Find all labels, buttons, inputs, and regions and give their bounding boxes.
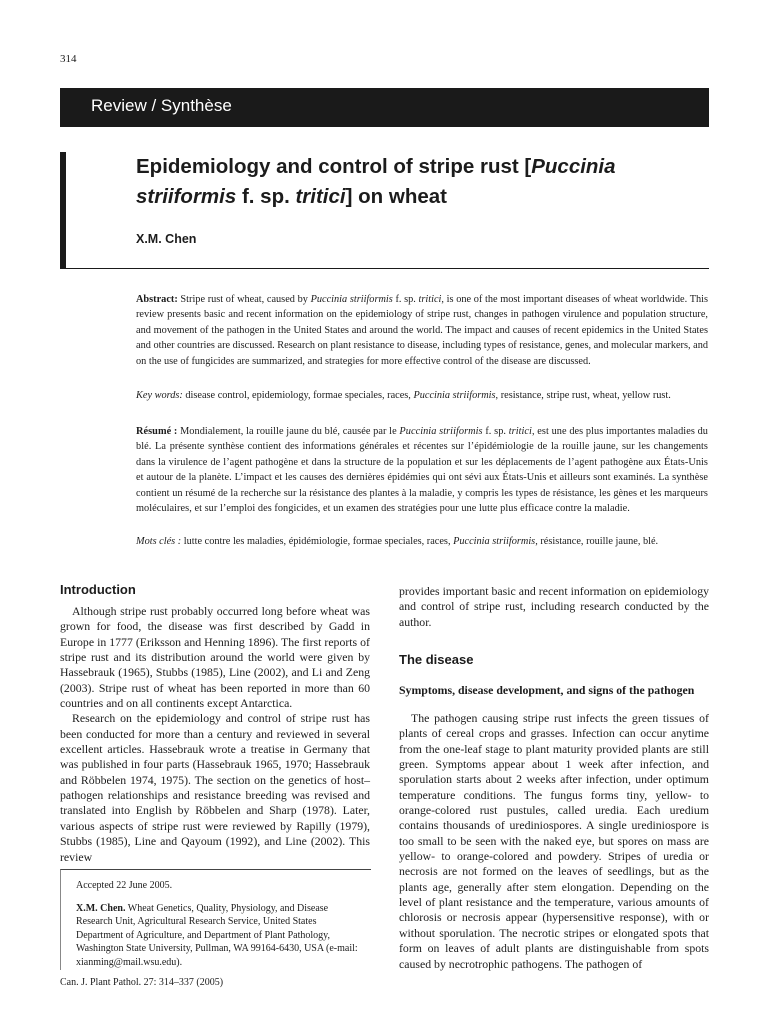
introduction-continued [399, 584, 709, 630]
introduction-body [60, 604, 370, 865]
abstract-italic: tritici [418, 294, 442, 305]
resume-text: f. sp. [482, 426, 509, 437]
section-banner-label: Review / Synthèse [91, 96, 232, 115]
title-species: Puccinia striiformis [136, 155, 616, 208]
resume-text: Mondialement, la rouille jaune du blé, causée par le [177, 426, 400, 437]
affiliation [76, 902, 366, 970]
disease-body [399, 711, 709, 972]
abstract-text: f. sp. [392, 294, 419, 305]
title-side-rule [60, 152, 66, 269]
mots-cles-text: lutte contre les maladies, épidémiologie, formae speciales, races, [181, 536, 454, 547]
title-text: f. sp. [236, 185, 296, 208]
footnote-author: X.M. Chen. [76, 902, 126, 914]
resume-text: , est une des plus importantes maladies du blé. La présente synthèse contient des informations générales et récentes sur l’épidémiologie de la rouille jaune, sur les changements dans la virulence de l’agent pathogène et dans la structure de la population et sur les déplacements de l’agent pathogène aux États-Unis et autour de la planète. L’impact et les causes des dernières épidémies qui ont sévi aux États-Unis et ailleurs sont examinés. La synthèse contient un résumé de la recherche sur la résistance des plantes à la maladie, y compris les types de résistance, les gènes et les marqueurs moléculaires, et sur l’emploi des fongicides, et un examen des stratégies pour une lutte plus efficace contre la maladie. [136, 426, 708, 515]
body-paragraph: The pathogen causing stripe rust infects the green tissues of plants of cereal crops and grasses. Infection can occur anytime from the one-leaf stage to plant maturity provided plants are still green. Symptoms appear about 1 week after infection, and sporulation starts about 2 weeks after infection, under optimum temperature conditions. The fungus forms tiny, yellow- to orange-colored rust pustules, called uredia. Each uredium contains thousands of urediniospores. A single urediniospore is too small to be seen with the naked eye, but spores on mass are yellow- to orange-colored and powdery. Stripes of uredia or necrosis are not formed on the leaves of seedlings, but as the plants age, generally after stem elongation. Depending on the level of plant resistance and the temperature, various amounts of chlorosis or necrosis appear (hypersensitive response), with or without sporulation. The necrotic stripes or elongated spots that form on leaves of adult plants are distinguishable from spots caused by necrotrophic pathogens. The pathogen of [399, 711, 709, 971]
title-divider [66, 268, 709, 269]
body-paragraph: Although stripe rust probably occurred long before wheat was grown for food, the disease was first described by Gadd in Europe in 1777 (Eriksson and Henning 1896). The first reports of stripe rust and its distribution around the world were given by Hassebrauk (1965), Stubbs (1985), Line (2002), and Li and Zeng (2003). Stripe rust of wheat has been reported in more than 60 countries and on all continents except Antarctica. [60, 604, 370, 711]
abstract [136, 292, 708, 369]
mots-cles-italic: Puccinia striiformis [453, 536, 536, 547]
author-footnote [76, 879, 366, 969]
title-forma: tritici [295, 185, 346, 208]
resume-italic: tritici [508, 426, 532, 437]
mots-cles-label: Mots clés : [136, 536, 182, 547]
symptoms-subheading: Symptoms, disease development, and signs of the pathogen [399, 683, 695, 697]
abstract-text: , is one of the most important diseases of wheat worldwide. This review presents basic and recent information on the epidemiology of stripe rust, changes in pathogen virulence and population structure, and movement of the pathogen in the United States and around the world. The impact and causes of recent epidemics in the United States and other countries are discussed. Research on plant resistance to disease, including types of resistance, genes, and molecular markers, and on the use of fungicides are summarized, and strategies for more effective control of the disease are discussed. [136, 294, 708, 367]
body-paragraph: provides important basic and recent information on epidemiology and control of stripe rust, including research conducted by the author. [399, 584, 709, 629]
resume-italic: Puccinia striiformis [399, 426, 483, 437]
resume [136, 424, 708, 516]
section-banner [60, 88, 709, 127]
keywords-label: Key words: [136, 390, 183, 401]
keywords-italic: Puccinia striiformis [413, 390, 496, 401]
introduction-heading: Introduction [60, 582, 136, 597]
mots-cles-text: , résistance, rouille jaune, blé. [535, 536, 659, 547]
page-number: 314 [60, 53, 77, 65]
keywords-text: disease control, epidemiology, formae speciales, races, [182, 390, 414, 401]
mots-cles [136, 534, 708, 549]
accepted-date: Accepted 22 June 2005. [76, 880, 173, 891]
keywords [136, 388, 708, 403]
abstract-italic: Puccinia striiformis [310, 294, 393, 305]
author-name: X.M. Chen [136, 232, 197, 246]
disease-heading: The disease [399, 652, 474, 667]
abstract-text: Stripe rust of wheat, caused by [177, 294, 311, 305]
resume-label: Résumé : [136, 426, 178, 437]
article-title [136, 152, 696, 212]
body-paragraph: Research on the epidemiology and control of stripe rust has been conducted for more than a century and reviewed in several excellent articles. Hassebrauk wrote a treatise in Germany that was published in four parts (Hassebrauk 1965, 1970; Hassebrauk and Röbbelen 1974, 1975). The section on the genetics of host–pathogen relationships and resistance breeding was revised and translated into English by Röbbelen and Sharp (1978). Later, various aspects of stripe rust were reviewed by Rapilly (1979), Stubbs (1985), Line and Qayoum (1992), and Line (2002). This review [60, 711, 370, 864]
affiliation-text: Wheat Genetics, Quality, Physiology, and Disease Research Unit, Agricultural Research Service, United States Department of Agriculture, and Department of Plant Pathology, Washington State University, Pullman, WA 99164-6430, USA (e-mail: xianming@mail.wsu.edu). [76, 902, 358, 968]
journal-reference: Can. J. Plant Pathol. 27: 314–337 (2005) [60, 977, 224, 988]
keywords-text: , resistance, stripe rust, wheat, yellow rust. [495, 390, 671, 401]
abstract-label: Abstract: [136, 294, 178, 305]
title-text: ] on wheat [345, 185, 447, 208]
title-text: Epidemiology and control of stripe rust [ [136, 155, 532, 178]
